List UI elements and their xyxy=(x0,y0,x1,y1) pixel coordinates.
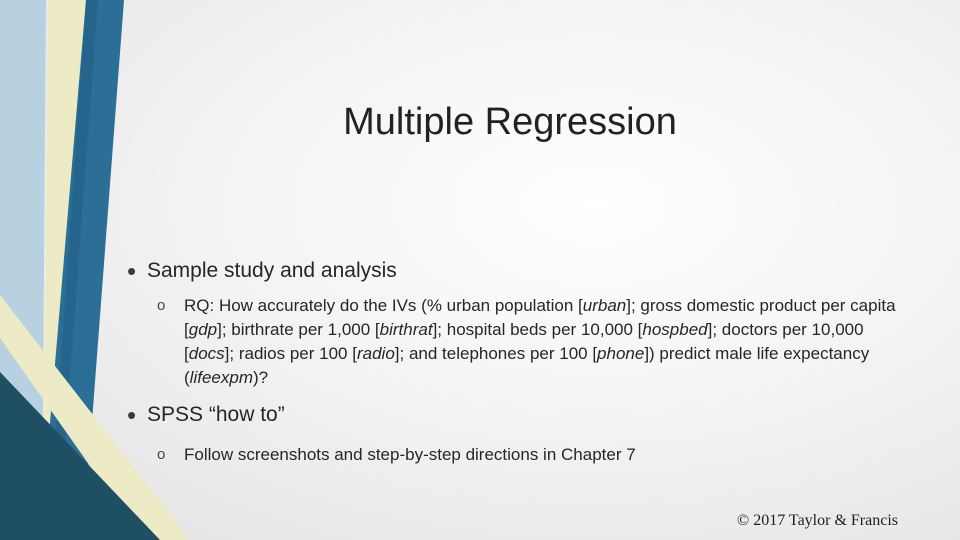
copyright-notice: © 2017 Taylor & Francis xyxy=(737,512,898,529)
variable-name: radio xyxy=(356,344,395,363)
text-segment: ]; doctors per 10,000 [ xyxy=(184,320,864,363)
text-segment: ]; and telephones per 100 [ xyxy=(394,344,598,363)
bullet-text: SPSS “how to” xyxy=(147,403,285,426)
bullet-text: Sample study and analysis xyxy=(147,259,397,282)
variable-name: hospbed xyxy=(642,320,708,339)
sub-bullet-marker: o xyxy=(157,446,166,463)
bullet-marker: • xyxy=(127,256,137,286)
variable-name: docs xyxy=(188,344,225,363)
bullet-marker: • xyxy=(127,400,137,430)
text-segment: Follow screenshots and step-by-step directions in Chapter 7 xyxy=(184,445,636,464)
text-segment: ]; gross domestic product per capita [ xyxy=(184,296,896,339)
text-segment: ]; hospital beds per 10,000 [ xyxy=(432,320,643,339)
text-segment: RQ: How accurately do the IVs (% urban population [ xyxy=(184,296,583,315)
variable-name: gdp xyxy=(188,320,218,339)
slide-title: Multiple Regression xyxy=(343,101,677,143)
text-segment: ]; birthrate per 1,000 [ xyxy=(217,320,380,339)
variable-name: urban xyxy=(582,296,627,315)
variable-name: birthrat xyxy=(379,320,433,339)
sub-bullet-text xyxy=(184,443,904,467)
variable-name: lifeexpm xyxy=(189,368,253,387)
sub-bullet-text xyxy=(184,294,904,390)
text-segment: )? xyxy=(252,368,269,387)
variable-name: phone xyxy=(597,344,645,363)
text-segment: ]; radios per 100 [ xyxy=(224,344,357,363)
text-segment: ]) predict male life expectancy ( xyxy=(184,344,870,387)
sub-bullet-marker: o xyxy=(157,297,166,314)
